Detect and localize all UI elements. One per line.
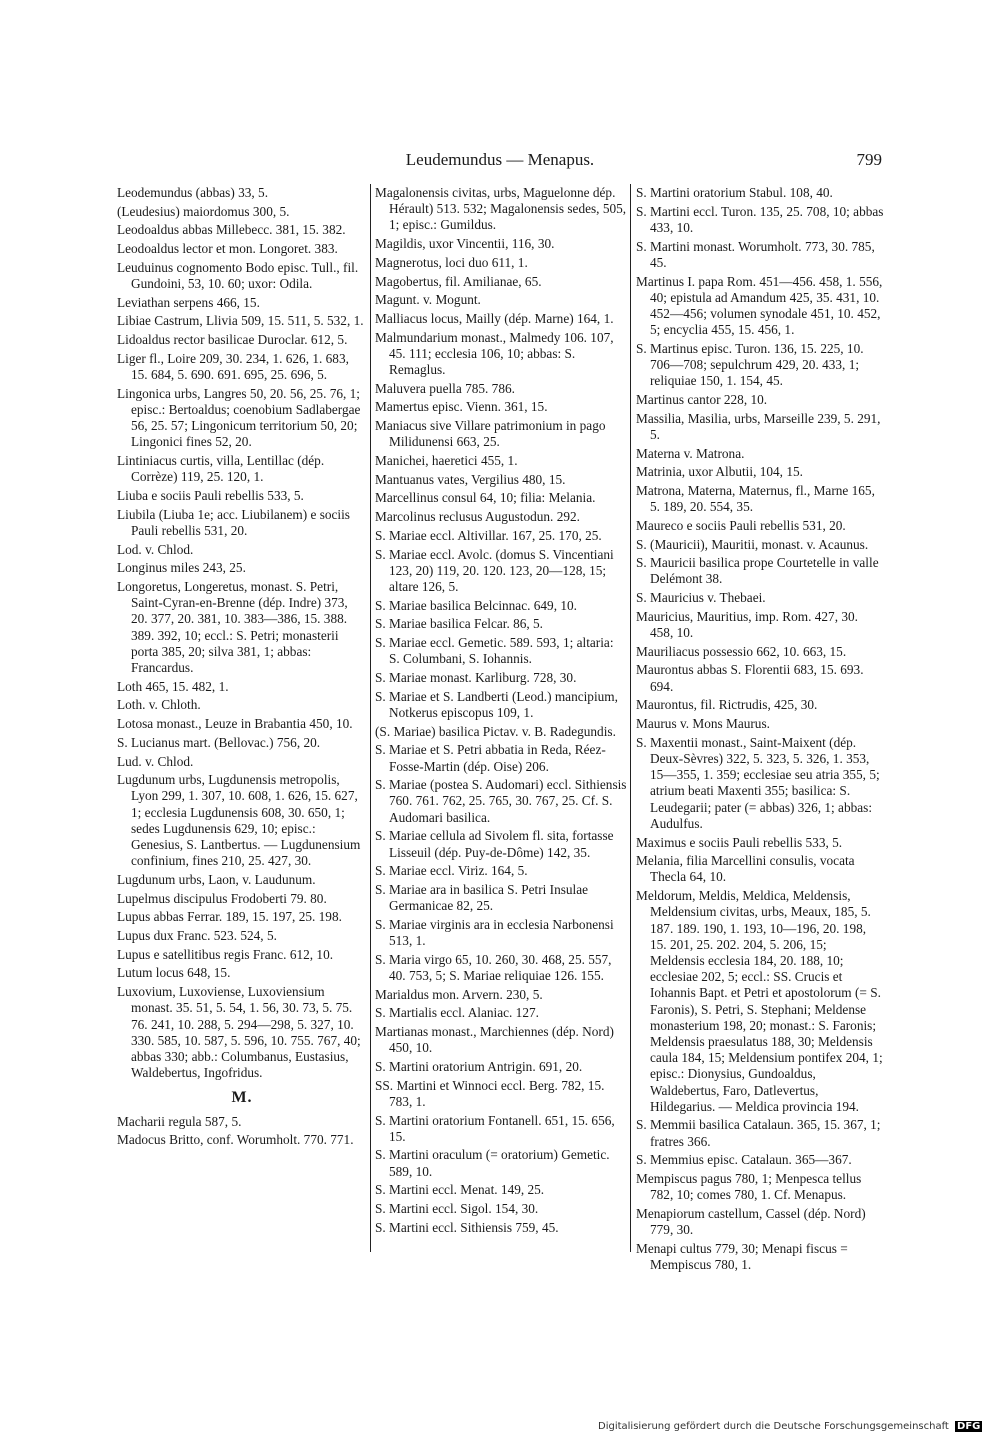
index-entry: Mauricius, Mauritius, imp. Rom. 427, 30. 458, 10. — [636, 608, 858, 641]
index-entry: Maurontus, fil. Rictrudis, 425, 30. — [636, 697, 818, 713]
index-entry: Marcolinus reclusus Augustodun. 292. — [375, 509, 580, 525]
index-entry: S. Memmii basilica Catalaun. 365, 15. 367, 1; fratres 366. — [636, 1117, 881, 1149]
index-entry: Leviathan serpens 466, 15. — [117, 294, 260, 310]
index-entry: S. Maxentii monast., Saint-Maixent (dép. Deux-Sèvres) 322, 5. 323, 5. 326, 1. 353, 15—355, 1. 359; ecclesiae seu atria 355, 5; atrium beati Maxenti 355; basilica: S. Leudegarii; pater (= abbas) 326, 1; abbas: Audulfus. — [636, 734, 880, 831]
index-entry: Leuduinus cognomento Bodo episc. Tull., fil. Gundoini, 53, 10. 60; uxor: Odila. — [117, 259, 359, 292]
index-entry: Mamertus episc. Vienn. 361, 15. — [375, 399, 548, 415]
running-head: Leudemundus — Menapus. — [405, 150, 595, 169]
index-entry: Libiae Castrum, Llivia 509, 15. 511, 5. 532, 1. — [117, 313, 364, 329]
index-entry: Liger fl., Loire 209, 30. 234, 1. 626, 1. 683, 15. 684, 5. 690. 691. 695, 25. 696, 5. — [117, 350, 349, 383]
index-entry: Mauriliacus possessio 662, 10. 663, 15. — [636, 643, 847, 659]
index-entry: Leodoaldus abbas Millebecc. 381, 15. 382. — [117, 222, 346, 238]
index-entry: Lupelmus discipulus Frodoberti 79. 80. — [117, 890, 327, 906]
index-entry: S. Martini eccl. Sithiensis 759, 45. — [375, 1219, 559, 1235]
index-entry: (Leudesius) maiordomus 300, 5. — [117, 203, 290, 219]
index-entry: Menapi cultus 779, 30; Menapi fiscus = Mempiscus 780, 1. — [636, 1240, 848, 1273]
index-entry: S. Mariae eccl. Viriz. 164, 5. — [375, 863, 528, 879]
index-entry: Magnerotus, loci duo 611, 1. — [375, 254, 528, 270]
index-entry: S. Mariae monast. Karliburg. 728, 30. — [375, 669, 577, 685]
index-entry: Marialdus mon. Arvern. 230, 5. — [375, 986, 543, 1002]
index-entry: Loth. v. Chloth. — [117, 697, 201, 713]
index-entry: S. Martialis eccl. Alaniac. 127. — [375, 1005, 539, 1021]
index-entry: S. Mariae et S. Landberti (Leod.) mancipium, Notkerus episcopus 109, 1. — [375, 688, 618, 720]
index-entry: Malmundarium monast., Malmedy 106. 107, 45. 111; ecclesia 106, 10; abbas: S. Remaglus. — [375, 329, 614, 378]
index-entry: Loth 465, 15. 482, 1. — [117, 678, 229, 694]
index-entry: Magunt. v. Mogunt. — [375, 292, 481, 308]
index-entry: Maurontus abbas S. Florentii 683, 15. 693. 694. — [636, 662, 864, 694]
index-entry: S. Martini oratorium Stabul. 108, 40. — [636, 185, 833, 200]
index-entry: S. Memmius episc. Catalaun. 365—367. — [636, 1152, 852, 1168]
index-entry: Menapiorum castellum, Cassel (dép. Nord) 779, 30. — [636, 1205, 866, 1238]
index-entry: Materna v. Matrona. — [636, 445, 745, 461]
index-entry: Lupus e satellitibus regis Franc. 612, 10. — [117, 946, 334, 962]
index-entry: S. Mariae ara in basilica S. Petri Insulae Germanicae 82, 25. — [375, 881, 589, 914]
index-column-2 — [375, 185, 627, 1238]
index-entry: Lintiniacus curtis, villa, Lentillac (dép. Corrèze) 119, 25. 120, 1. — [117, 453, 325, 485]
index-entry: S. Mariae (postea S. Audomari) eccl. Sithiensis 760. 761. 762, 25. 765, 30. 767, 25. Cf. S. Audomari basilica. — [375, 777, 627, 825]
index-entry: S. Martinus episc. Turon. 136, 15. 225, 10. 706—708; sepulchrum 429, 20. 433, 1; reliquiae 150, 1. 154, 45. — [636, 340, 864, 389]
index-entry: S. Lucianus mart. (Bellovac.) 756, 20. — [117, 734, 321, 750]
column-rule-left — [370, 184, 371, 1252]
index-entry: S. Martini oratorium Fontanell. 651, 15. 656, 15. — [375, 1112, 615, 1144]
index-entry: Lutum locus 648, 15. — [117, 965, 231, 981]
index-entry: S. Mariae virginis ara in ecclesia Narbonensi 513, 1. — [375, 916, 614, 949]
index-entry: S. Mauricii basilica prope Courtetelle in valle Delémont 38. — [636, 555, 879, 587]
index-entry: Maluvera puella 785. 786. — [375, 380, 515, 396]
index-entry: S. Martini oraculum (= oratorium) Gemetic. 589, 10. — [375, 1147, 610, 1179]
index-entry: S. Martini oratorium Antrigin. 691, 20. — [375, 1058, 583, 1074]
index-entry: S. Mariae eccl. Altivillar. 167, 25. 170, 25. — [375, 527, 602, 543]
page-number: 799 — [856, 150, 882, 169]
index-entry: Maniacus sive Villare patrimonium in pago Milidunensi 663, 25. — [375, 418, 606, 450]
dfg-logo: DFG — [957, 1421, 981, 1432]
index-entry: S. Martini eccl. Turon. 135, 25. 708, 10; abbas 433, 10. — [636, 203, 884, 235]
index-entry: Matrona, Materna, Maternus, fl., Marne 165, 5. 189, 20. 554, 35. — [636, 482, 875, 515]
index-entry: Lod. v. Chlod. — [117, 541, 194, 557]
index-entry: S. Mariae cellula ad Sivolem fl. sita, fortasse Lisseuil (dép. Puy-de-Dôme) 142, 35. — [375, 828, 614, 860]
index-entry: Magildis, uxor Vincentii, 116, 30. — [375, 236, 555, 252]
index-entry: S. Maria virgo 65, 10. 260, 30. 468, 25. 557, 40. 753, 5; S. Mariae reliquiae 126. 155. — [375, 951, 612, 983]
index-entry: Martinus I. papa Rom. 451—456. 458, 1. 556, 40; epistula ad Amandum 425, 35. 431, 10. 452—456; volumen synodale 451, 10. 452, 5; encyclia 455, 15. 456, 1. — [636, 273, 883, 338]
index-entry: Massilia, Masilia, urbs, Marseille 239, 5. 291, 5. — [636, 410, 881, 442]
index-entry: S. Mauricius v. Thebaei. — [636, 590, 766, 606]
index-entry: (S. Mariae) basilica Pictav. v. B. Radegundis. — [375, 723, 616, 739]
index-entry: S. (Mauricii), Mauritii, monast. v. Acaunus. — [636, 536, 869, 552]
index-entry: Maureco e sociis Pauli rebellis 531, 20. — [636, 517, 846, 533]
index-entry: Magobertus, fil. Amilianae, 65. — [375, 273, 542, 289]
index-entry: Lotosa monast., Leuze in Brabantia 450, 10. — [117, 716, 353, 732]
index-entry: Lud. v. Chlod. — [117, 753, 194, 769]
index-entry: Melania, filia Marcellini consulis, vocata Thecla 64, 10. — [636, 853, 855, 885]
index-entry: Meldorum, Meldis, Meldica, Meldensis, Meldensium civitas, urbs, Meaux, 185, 5. 187. 189. 190, 1. 193, 10—196, 20. 198, 15. 201, 25. 202. 204, 5. 206, 15; Meldensis ecclesia 184, 20. 188, 10; ecclesiae 202, 5; eccl.: SS. Crucis et Iohannis Bapt. et Petri et apostolorum (= S. Faronis), S. Petri, S. Stephani; Meldense monasterium 198, 20; monast.: S. Faronis; Meldensis praesulatus 188, 30; Meldensis caula 184, 15; Meldensium pontifex 204, 1; episc.: Dionysius, Gundoaldus, Waldebertus, Faro, Datlevertus, Hildegarius. — Meldica provincia 194. — [636, 888, 883, 1114]
index-entry: Matrinia, uxor Albutii, 104, 15. — [636, 464, 803, 480]
index-column-1 — [117, 185, 367, 1151]
footer-text: Digitalisierung gefördert durch die Deutsche Forschungsgemeinschaft — [598, 1421, 949, 1432]
index-entry: S. Mariae basilica Belcinnac. 649, 10. — [375, 597, 577, 613]
index-entry: S. Mariae et S. Petri abbatia in Reda, Réez-Fosse-Martin (dép. Oise) 206. — [375, 742, 606, 774]
index-entry: Luxovium, Luxoviense, Luxoviensium monast. 35. 51, 5. 54, 1. 56, 30. 73, 5. 75. 76. 241, 10. 288, 5. 294—298, 5. 327, 10. 330. 585, 10. 587, 5. 596, 10. 755. 767, 40; abbas 330; abb.: Columbanus, Eustasius, Waldebertus, Ingofridus. — [117, 984, 361, 1081]
index-entry: Longinus miles 243, 25. — [117, 560, 246, 576]
index-entry: Martianas monast., Marchiennes (dép. Nord) 450, 10. — [375, 1024, 614, 1056]
index-entry: Lingonica urbs, Langres 50, 20. 56, 25. 76, 1; episc.: Bertoaldus; coenobium Sadlabergae 56, 25. 57; Lingonicum territorium 50, 20; Lingonici fines 52, 20. — [117, 385, 361, 450]
index-column-3 — [636, 185, 884, 1276]
index-entry: Magalonensis civitas, urbs, Maguelonne dép. Hérault) 513. 532; Magalonensis sedes, 505, 1; episc.: Gumildus. — [375, 185, 627, 233]
index-entry: S. Martini eccl. Sigol. 154, 30. — [375, 1201, 539, 1217]
index-entry: SS. Martini et Winnoci eccl. Berg. 782, 15. 783, 1. — [375, 1077, 605, 1109]
index-entry: S. Mariae basilica Felcar. 86, 5. — [375, 616, 544, 632]
index-entry: S. Mariae eccl. Avolc. (domus S. Vincentiani 123, 20) 119, 20. 120. 123, 20—128, 15; altare 126, 5. — [375, 546, 614, 594]
index-entry: Maximus e sociis Pauli rebellis 533, 5. — [636, 834, 843, 850]
index-entry: Mempiscus pagus 780, 1; Menpesca tellus 782, 10; comes 780, 1. Cf. Menapus. — [636, 1171, 862, 1203]
index-entry: Lupus dux Franc. 523. 524, 5. — [117, 928, 277, 944]
index-entry: Liuba e sociis Pauli rebellis 533, 5. — [117, 487, 304, 503]
index-entry: Liubila (Liuba 1e; acc. Liubilanem) e sociis Pauli rebellis 531, 20. — [117, 506, 350, 538]
index-entry: Lidoaldus rector basilicae Duroclar. 612, 5. — [117, 332, 348, 348]
index-entry: Malliacus locus, Mailly (dép. Marne) 164, 1. — [375, 310, 614, 326]
index-entry: Leodemundus (abbas) 33, 5. — [117, 185, 269, 200]
index-entry: S. Martini eccl. Menat. 149, 25. — [375, 1182, 545, 1198]
section-letter: M. — [231, 1089, 253, 1107]
index-entry: Lupus abbas Ferrar. 189, 15. 197, 25. 198. — [117, 909, 342, 925]
index-entry: S. Martini monast. Worumholt. 773, 30. 785, 45. — [636, 238, 875, 270]
index-entry: Marcellinus consul 64, 10; filia: Melania. — [375, 490, 596, 506]
index-entry: Maurus v. Mons Maurus. — [636, 716, 770, 732]
index-entry: Leodoaldus lector et mon. Longoret. 383. — [117, 241, 338, 257]
index-entry: Martinus cantor 228, 10. — [636, 391, 768, 407]
index-entry: Manichei, haeretici 455, 1. — [375, 453, 518, 469]
index-entry: S. Mariae eccl. Gemetic. 589. 593, 1; altaria: S. Columbani, S. Iohannis. — [375, 635, 614, 667]
index-entry: Lugdunum urbs, Laon, v. Laudunum. — [117, 871, 316, 887]
footer-credit — [598, 1421, 988, 1432]
index-entry: Lugdunum urbs, Lugdunensis metropolis, Lyon 299, 1. 307, 10. 608, 1. 626, 15. 627, 1; ecclesia Lugdunensis 608, 30. 650, 1; sedes Lugdunensis 629, 10; episc.: Genesius, S. Lantbertus. — Lugdunensium confinium, fines 210, 25. 427, 30. — [117, 772, 361, 869]
index-entry: Macharii regula 587, 5. — [117, 1113, 242, 1129]
index-entry: Longoretus, Longeretus, monast. S. Petri, Saint-Cyran-en-Brenne (dép. Indre) 373, 20. 377, 20. 381, 10. 383—386, 15. 388. 389. 392, 10; eccl.: S. Petri; monasterii porta 385, 20; silva 381, 1; abbas: Francardus. — [117, 578, 348, 675]
column-rule-right — [630, 184, 631, 1252]
index-entry: Mantuanus vates, Vergilius 480, 15. — [375, 471, 566, 487]
index-entry: Madocus Britto, conf. Worumholt. 770. 771. — [117, 1132, 354, 1148]
